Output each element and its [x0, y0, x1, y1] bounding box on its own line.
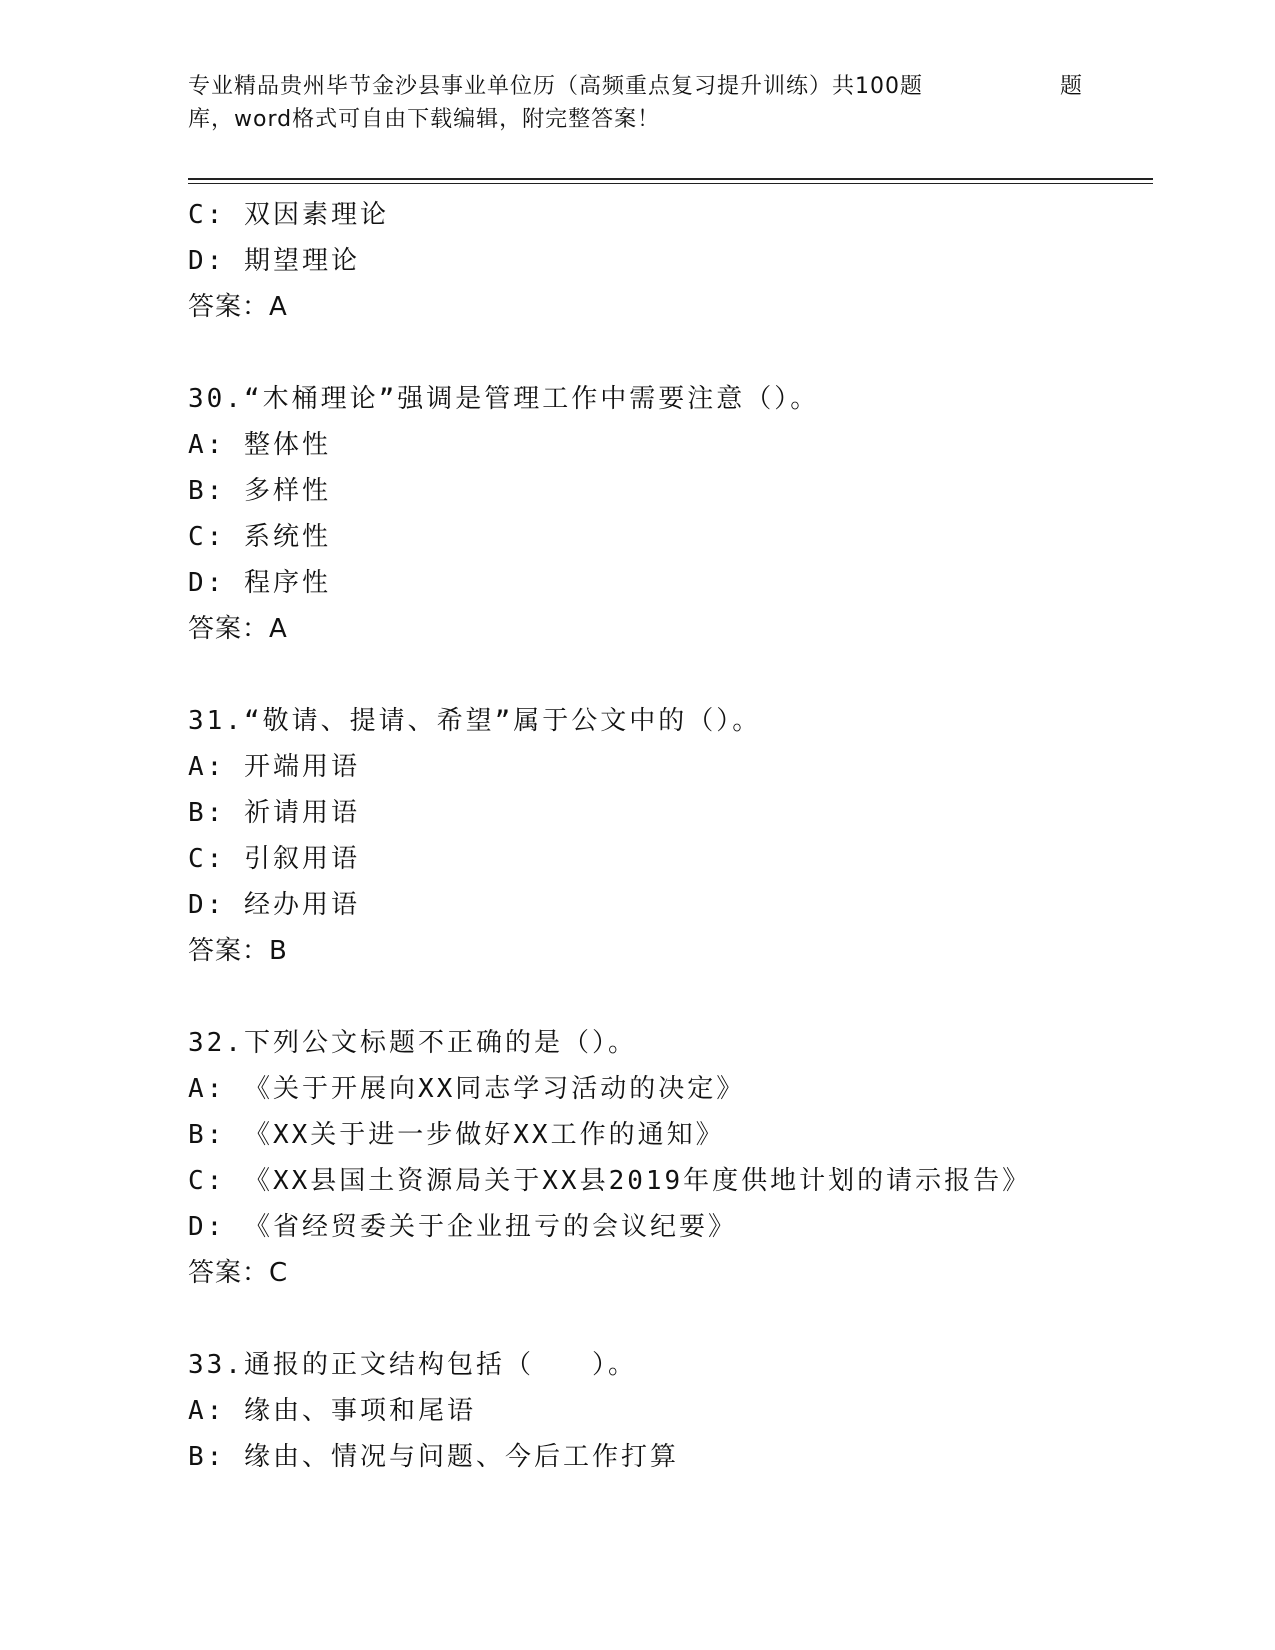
header-divider-bottom [188, 183, 1153, 184]
question-block-31 [188, 698, 1148, 974]
question-stem: 30.“木桶理论”强调是管理工作中需要注意（）。 [188, 384, 820, 414]
option-a: A: 缘由、事项和尾语 [188, 1396, 476, 1426]
question-block-29 [188, 192, 1148, 330]
header-title-line-1: 专业精品贵州毕节金沙县事业单位历（高频重点复习提升训练）共100题 [188, 74, 923, 99]
page-header [188, 70, 1088, 136]
question-spacer [188, 330, 1148, 376]
question-list [188, 192, 1148, 1480]
header-divider-top [188, 178, 1153, 180]
answer-line: 答案：C [188, 1258, 289, 1288]
option-d: D: 《省经贸委关于企业扭亏的会议纪要》 [188, 1212, 737, 1242]
header-title-line-2: 库，word格式可自由下载编辑，附完整答案！ [188, 107, 661, 132]
option-a: A: 开端用语 [188, 752, 360, 782]
question-block-30 [188, 376, 1148, 652]
answer-line: 答案：A [188, 614, 288, 644]
question-block-33 [188, 1342, 1148, 1480]
option-c: C: 系统性 [188, 522, 331, 552]
option-d: D: 经办用语 [188, 890, 360, 920]
option-b: B: 多样性 [188, 476, 331, 506]
option-d: D: 期望理论 [188, 246, 360, 276]
question-stem: 32.下列公文标题不正确的是（）。 [188, 1028, 637, 1058]
option-b: B: 缘由、情况与问题、今后工作打算 [188, 1442, 679, 1472]
answer-line: 答案：B [188, 936, 288, 966]
option-c: C: 双因素理论 [188, 200, 389, 230]
option-c: C: 《XX县国土资源局关于XX县2019年度供地计划的请示报告》 [188, 1166, 1032, 1196]
question-spacer [188, 1296, 1148, 1342]
answer-line: 答案：A [188, 292, 288, 322]
question-spacer [188, 652, 1148, 698]
question-block-32 [188, 1020, 1148, 1296]
option-b: B: 祈请用语 [188, 798, 360, 828]
option-d: D: 程序性 [188, 568, 331, 598]
option-b: B: 《XX关于进一步做好XX工作的通知》 [188, 1120, 725, 1150]
option-c: C: 引叙用语 [188, 844, 360, 874]
option-a: A: 《关于开展向XX同志学习活动的决定》 [188, 1074, 746, 1104]
option-a: A: 整体性 [188, 430, 331, 460]
question-stem: 33.通报的正文结构包括（ ）。 [188, 1350, 637, 1380]
header-title-tail: 题 [1060, 74, 1083, 99]
question-spacer [188, 974, 1148, 1020]
question-stem: 31.“敬请、提请、希望”属于公文中的（）。 [188, 706, 762, 736]
